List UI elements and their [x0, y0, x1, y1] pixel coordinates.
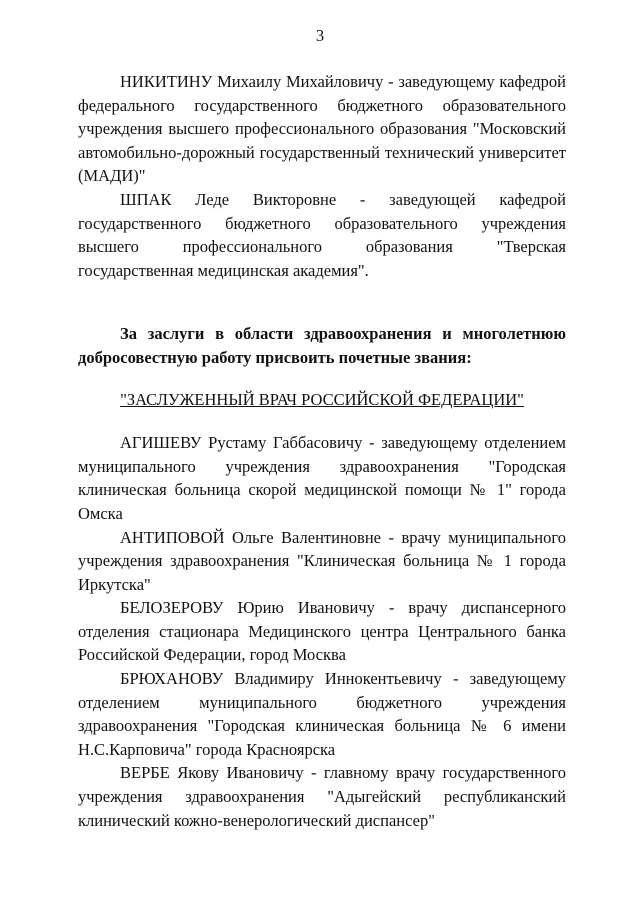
page-number: 3	[315, 26, 325, 45]
entry-shpak: ШПАК Леде Викторовне - заведующей кафедрой государственного бюджетного образовательного учреждения высшего профессионального образования "Тверская государственная медицинская академия".	[78, 189, 566, 280]
entry-verba: ВЕРБЕ Якову Ивановичу - главному врачу государственного учреждения здравоохранения "Адыгейский республиканский клинический кожно-венерологический диспансер"	[78, 763, 566, 830]
entry-belozerov: БЕЛОЗЕРОВУ Юрию Ивановичу - врачу диспансерного отделения стационара Медицинского центра Центрального банка Российской Федерации, город Москва	[78, 598, 566, 665]
entry-agishev: АГИШЕВУ Рустаму Габбасовичу - заведующему отделением муниципального учреждения здравоохранения "Городская клиническая больница скорой медицинской помощи № 1" города Омска	[78, 433, 566, 523]
entry-bryukhanov: БРЮХАНОВУ Владимиру Иннокентьевичу - заведующему отделением муниципального бюджетного учреждения здравоохранения "Городская клиническая больница № 6 имени Н.С.Карповича" города Красноярска	[78, 669, 566, 759]
section-spacer	[78, 282, 566, 322]
document-body	[78, 70, 566, 832]
entry-antipova: АНТИПОВОЙ Ольге Валентиновне - врачу муниципального учреждения здравоохранения "Клиническая больница № 1 города Иркутска"	[78, 527, 566, 594]
section-title: "ЗАСЛУЖЕННЫЙ ВРАЧ РОССИЙСКОЙ ФЕДЕРАЦИИ"	[120, 389, 524, 409]
section-intro: За заслуги в области здравоохранения и многолетнюю добросовестную работу присвоить почетные звания:	[78, 324, 566, 367]
entry-nikitin: НИКИТИНУ Михаилу Михайловичу - заведующему кафедрой федерального государственного бюджетного образовательного учреждения высшего профессионального образования "Московский автомобильно-дорожный государственный технический университет (МАДИ)"	[78, 72, 566, 186]
